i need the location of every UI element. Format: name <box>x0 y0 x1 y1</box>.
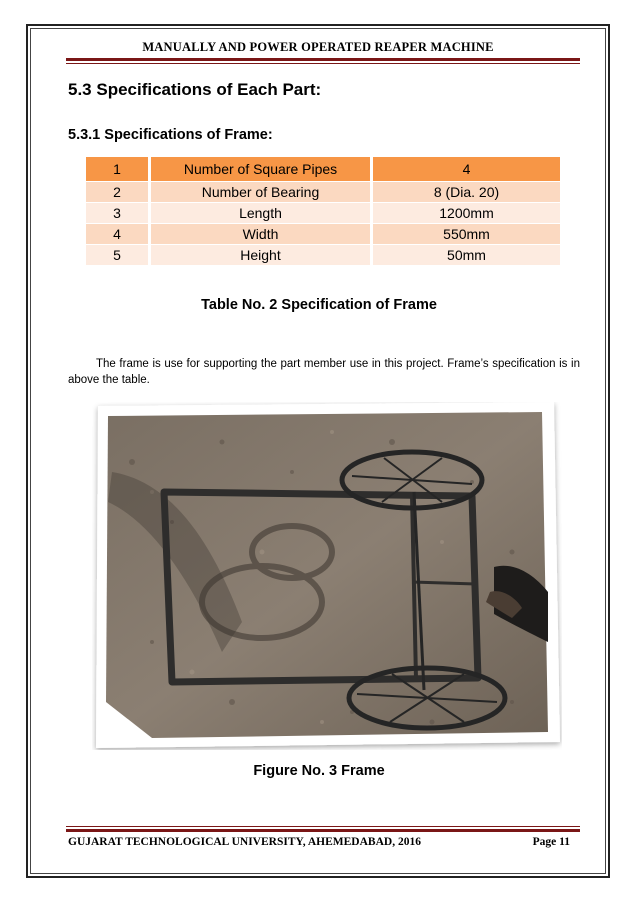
row-item: Length <box>150 203 372 224</box>
row-item: Number of Square Pipes <box>150 157 372 182</box>
row-value: 550mm <box>372 224 561 245</box>
page-header-title: MANUALLY AND POWER OPERATED REAPER MACHINE <box>142 40 494 54</box>
frame-photo <box>92 402 562 750</box>
row-number: 4 <box>86 224 150 245</box>
table-row <box>86 224 560 245</box>
header-rule-thin <box>66 63 580 64</box>
row-number: 5 <box>86 245 150 266</box>
row-item: Height <box>150 245 372 266</box>
frame-photo-image <box>92 402 562 750</box>
paragraph-text: The frame is use for supporting the part member use in this project. Frame’s specification is in above the table. <box>68 358 580 386</box>
table-caption: Table No. 2 Specification of Frame <box>201 297 437 313</box>
row-value: 4 <box>372 157 561 182</box>
table-row <box>86 203 560 224</box>
footer-rule-thick <box>66 829 580 832</box>
section-heading: 5.3 Specifications of Each Part: <box>68 80 322 99</box>
row-number: 3 <box>86 203 150 224</box>
footer-rule-thin <box>66 826 580 827</box>
row-item: Number of Bearing <box>150 182 372 203</box>
row-value: 1200mm <box>372 203 561 224</box>
table-row <box>86 182 560 203</box>
table-row <box>86 245 560 266</box>
footer-page-number: Page 11 <box>532 836 570 848</box>
table-row <box>86 157 560 182</box>
body-paragraph <box>68 356 580 388</box>
row-number: 2 <box>86 182 150 203</box>
row-value: 8 (Dia. 20) <box>372 182 561 203</box>
section-subheading: 5.3.1 Specifications of Frame: <box>68 127 273 143</box>
row-item: Width <box>150 224 372 245</box>
figure-caption: Figure No. 3 Frame <box>253 763 385 779</box>
row-value: 50mm <box>372 245 561 266</box>
row-number: 1 <box>86 157 150 182</box>
frame-spec-table <box>86 157 560 266</box>
header-rule-thick <box>66 58 580 61</box>
footer-university: GUJARAT TECHNOLOGICAL UNIVERSITY, AHEMEDABAD, 2016 <box>68 836 421 848</box>
